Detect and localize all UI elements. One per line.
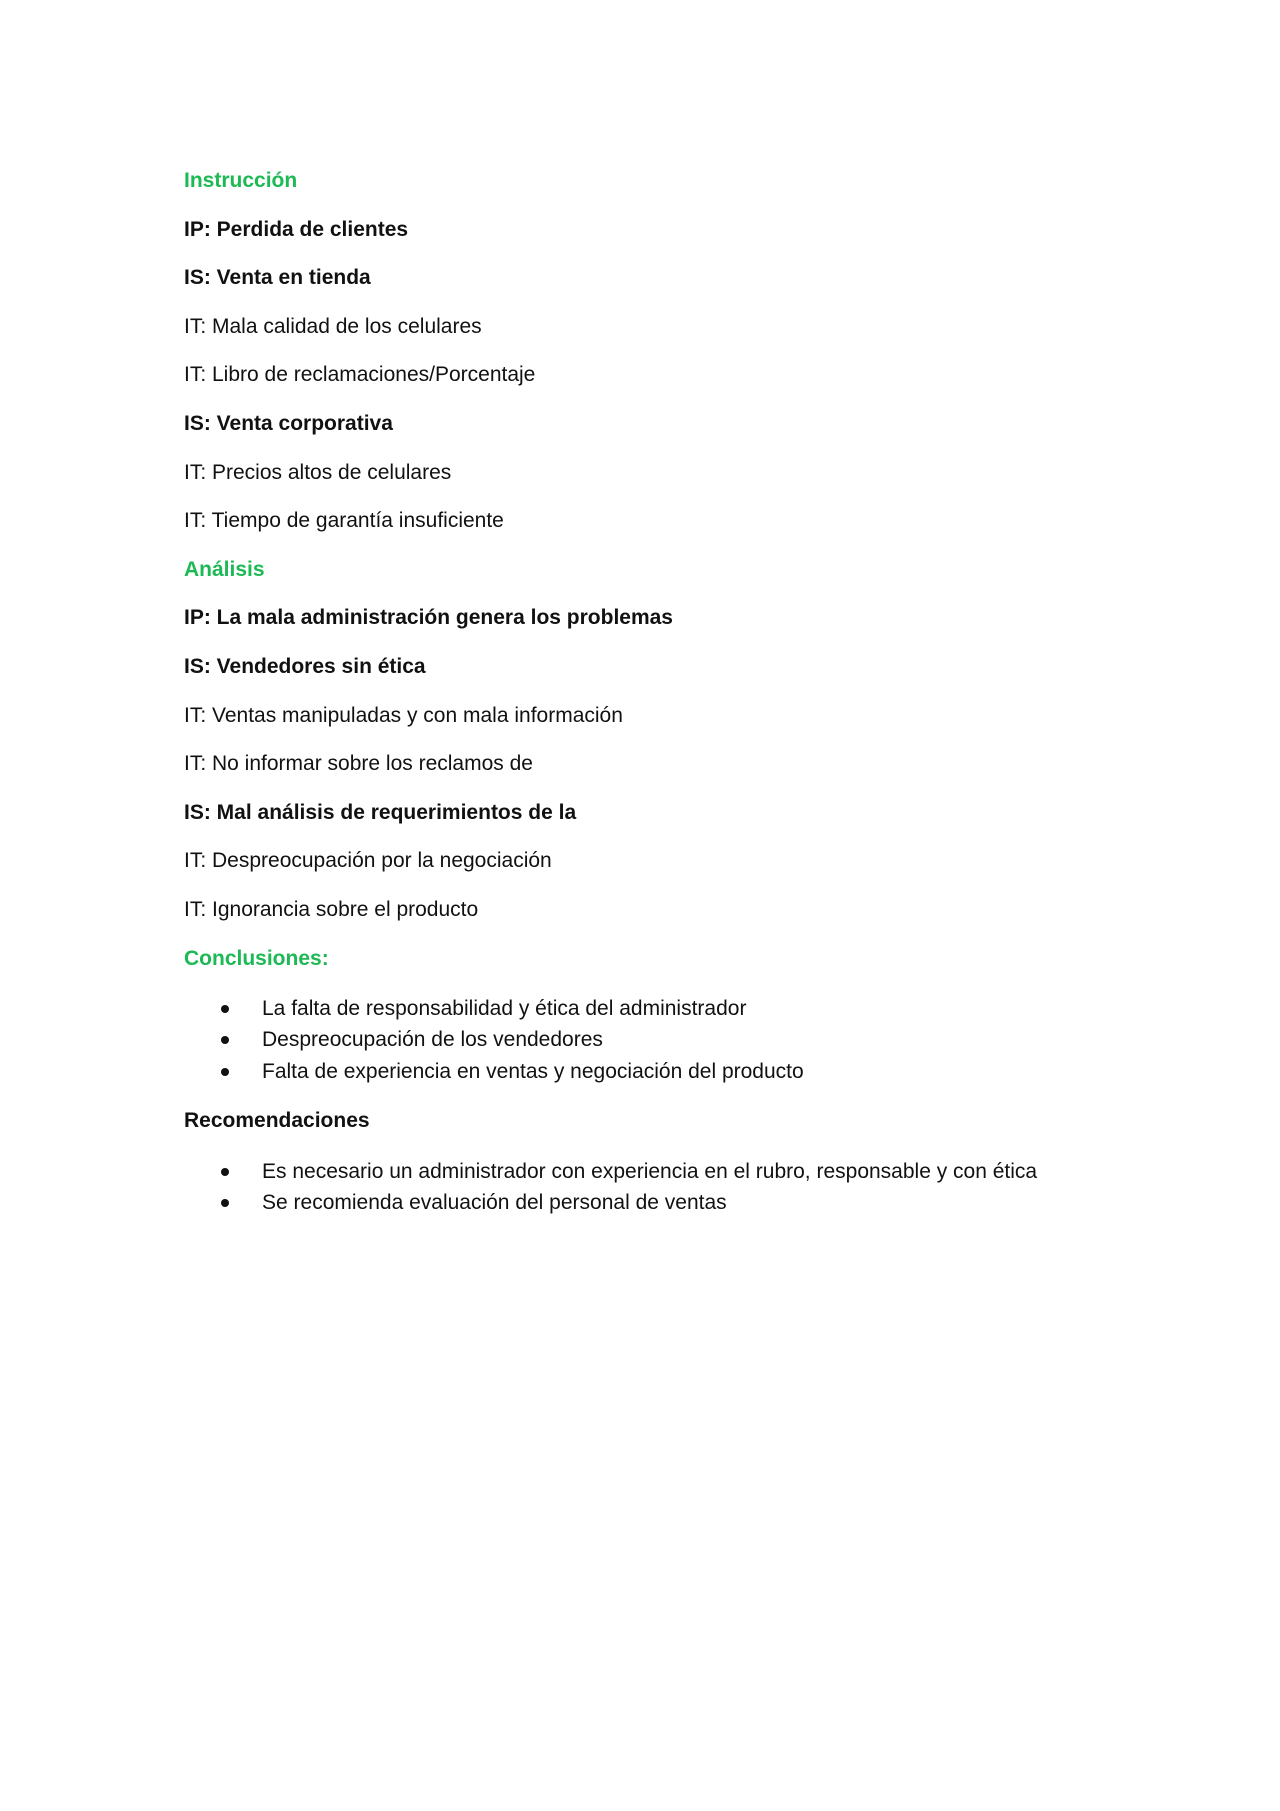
- analisis-line-7: IT: Ignorancia sobre el producto: [184, 897, 479, 921]
- instruccion-line-3: IT: Mala calidad de los celulares: [184, 314, 482, 338]
- section-heading-analisis: Análisis: [184, 557, 265, 581]
- instruccion-line-7: IT: Tiempo de garantía insuficiente: [184, 509, 504, 533]
- instruccion-line-6: IT: Precios altos de celulares: [184, 460, 452, 484]
- list-item: [184, 1024, 1104, 1055]
- bullet-icon: [221, 1068, 229, 1076]
- analisis-line-4: IT: No informar sobre los reclamos de: [184, 752, 533, 776]
- conclusiones-list: [184, 993, 1104, 1087]
- list-item: [184, 1156, 1104, 1187]
- section-heading-recomendaciones: Recomendaciones: [184, 1108, 370, 1132]
- list-item-text: Falta de experiencia en ventas y negociación del producto: [262, 1059, 804, 1083]
- list-item-text: Se recomienda evaluación del personal de ventas: [262, 1190, 727, 1214]
- list-item: [184, 993, 1104, 1024]
- section-heading-instruccion: Instrucción: [184, 169, 298, 192]
- list-item-text: Despreocupación de los vendedores: [262, 1028, 603, 1052]
- analisis-line-6: IT: Despreocupación por la negociación: [184, 849, 552, 873]
- list-item: [184, 1187, 1104, 1218]
- list-item-text: La falta de responsabilidad y ética del administrador: [262, 997, 747, 1021]
- bullet-icon: [221, 1168, 229, 1176]
- instruccion-line-4: IT: Libro de reclamaciones/Porcentaje: [184, 363, 536, 387]
- list-item: [184, 1056, 1104, 1087]
- list-item-text: Es necesario un administrador con experiencia en el rubro, responsable y con ética: [262, 1159, 1038, 1183]
- analisis-line-5: IS: Mal análisis de requerimientos de la: [184, 800, 577, 824]
- instruccion-line-1: IP: Perdida de clientes: [184, 217, 409, 241]
- analisis-line-1: IP: La mala administración genera los problemas: [184, 606, 673, 630]
- analisis-line-2: IS: Vendedores sin ética: [184, 654, 426, 678]
- recomendaciones-list: [184, 1156, 1104, 1219]
- document-page: [184, 167, 1104, 1238]
- instruccion-line-5: IS: Venta corporativa: [184, 411, 393, 435]
- bullet-icon: [221, 1005, 229, 1013]
- bullet-icon: [221, 1199, 229, 1207]
- analisis-line-3: IT: Ventas manipuladas y con mala información: [184, 703, 623, 727]
- section-heading-conclusiones: Conclusiones:: [184, 946, 329, 970]
- instruccion-line-2: IS: Venta en tienda: [184, 266, 371, 290]
- bullet-icon: [221, 1036, 229, 1044]
